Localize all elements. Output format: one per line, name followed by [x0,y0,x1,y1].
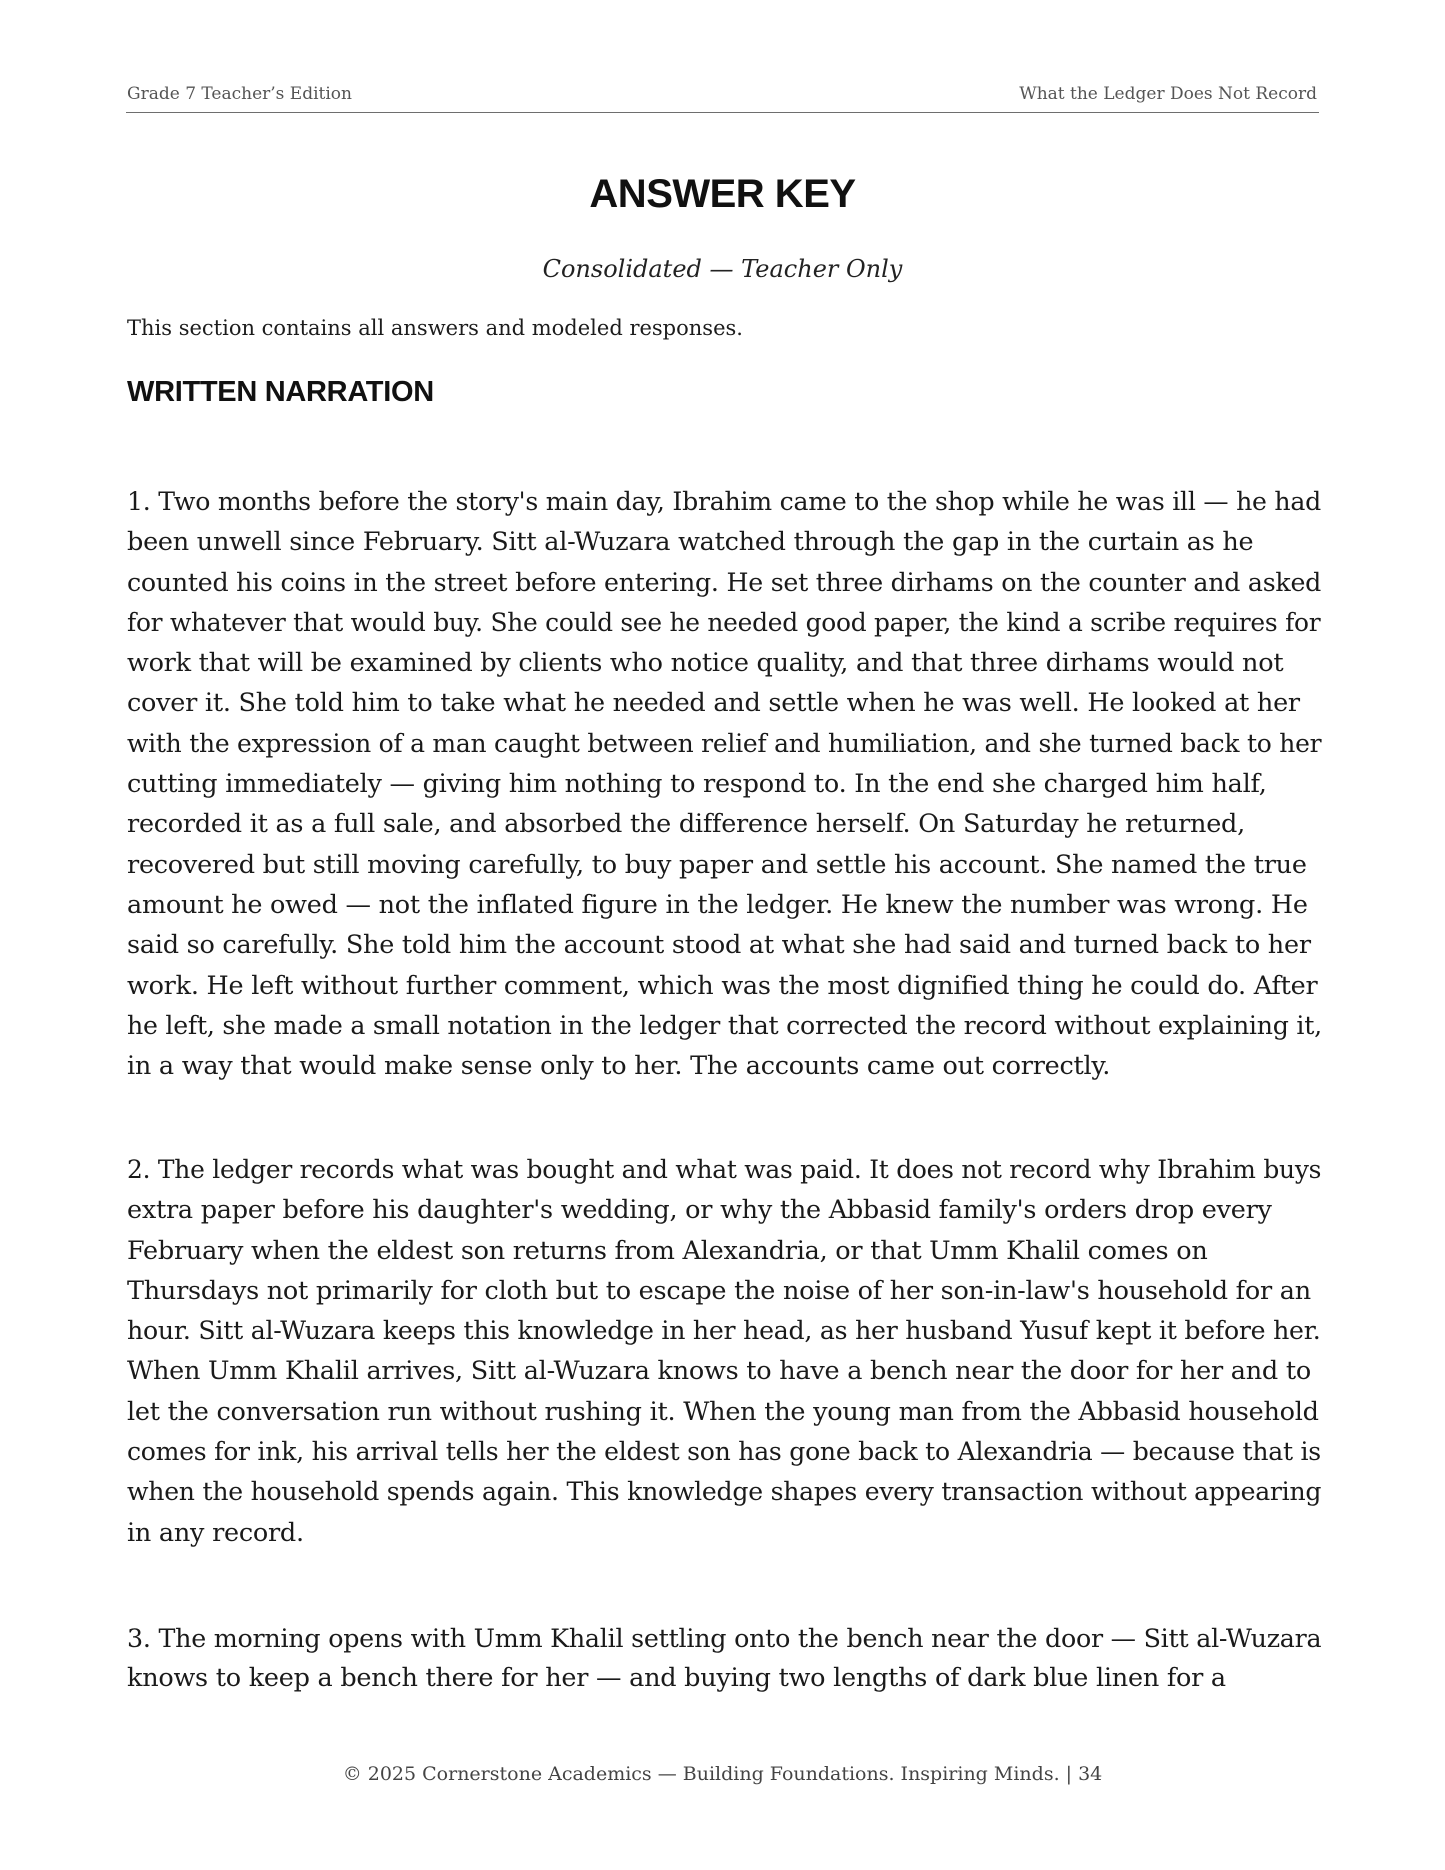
answer-line: work that will be examined by clients who notice quality, and that three dirhams would not [127,648,1284,679]
answer-line: been unwell since February. Sitt al-Wuzara watched through the gap in the curtain as he [127,527,1254,558]
answer-line: in any record. [127,1517,304,1548]
answer-line: for whatever that would buy. She could see he needed good paper, the kind a scribe requires for [127,607,1321,637]
answer-line: extra paper before his daughter's wedding, or why the Abbasid family's orders drop every [127,1195,1272,1226]
answer-line: let the conversation run without rushing it. When the young man from the Abbasid household [127,1396,1319,1427]
answer-2 [127,1150,1322,1553]
answer-line: February when the eldest son returns from Alexandria, or that Umm Khalil comes on [127,1235,1208,1266]
answer-line: Thursdays not primarily for cloth but to escape the noise of her son-in-law's household for an [127,1275,1311,1306]
answer-line: recovered but still moving carefully, to buy paper and settle his account. She named the true [127,849,1307,880]
page-title: ANSWER KEY [589,172,856,216]
answer-3 [127,1618,1322,1699]
answer-line: with the expression of a man caught between relief and humiliation, and she turned back to her [127,728,1322,758]
header-story-title: What the Ledger Does Not Record [1019,84,1317,104]
answer-line: counted his coins in the street before entering. He set three dirhams on the counter and asked [127,567,1322,597]
answer-line: hour. Sitt al-Wuzara keeps this knowledge in her head, as her husband Yusuf kept it before her. [127,1316,1321,1346]
answer-line: comes for ink, his arrival tells her the eldest son has gone back to Alexandria — because that is [127,1437,1321,1467]
answer-line: when the household spends again. This knowledge shapes every transaction without appearing [127,1477,1322,1507]
running-header [126,84,1319,113]
answer-line: amount he owed — not the inflated figure in the ledger. He knew the number was wrong. He [127,889,1308,920]
answer-1 [127,482,1322,1086]
answer-line: knows to keep a bench there for her — and buying two lengths of dark blue linen for a [127,1663,1226,1694]
answer-line: he left, she made a small notation in the ledger that corrected the record without explaining it, [127,1010,1322,1040]
answer-line: work. He left without further comment, which was the most dignified thing he could do. After [127,970,1318,1001]
answer-line: 3. The morning opens with Umm Khalil settling onto the bench near the door — Sitt al-Wuzara [127,1623,1322,1653]
answer-line: 1. Two months before the story's main day, Ibrahim came to the shop while he was ill — he had [127,487,1322,516]
answer-line: said so carefully. She told him the account stood at what she had said and turned back to her [127,930,1311,961]
section-heading: WRITTEN NARRATION [127,376,434,408]
answer-line: cover it. She told him to take what he needed and settle when he was well. He looked at her [127,688,1300,719]
page-subtitle: Consolidated — Teacher Only [542,255,903,283]
page-footer: © 2025 Cornerstone Academics — Building Foundations. Inspiring Minds. | 34 [342,1763,1103,1785]
answer-line: in a way that would make sense only to her. The accounts came out correctly. [127,1051,1111,1082]
answer-line: recorded it as a full sale, and absorbed the difference herself. On Saturday he returned, [127,809,1245,840]
answer-line: cutting immediately — giving him nothing to respond to. In the end she charged him half, [127,769,1267,800]
answer-line: 2. The ledger records what was bought and what was paid. It does not record why Ibrahim buys [127,1155,1322,1184]
intro-text: This section contains all answers and modeled responses. [127,316,743,340]
header-course-label: Grade 7 Teacher’s Edition [127,84,352,104]
answer-line: When Umm Khalil arrives, Sitt al-Wuzara knows to have a bench near the door for her and to [127,1356,1311,1387]
